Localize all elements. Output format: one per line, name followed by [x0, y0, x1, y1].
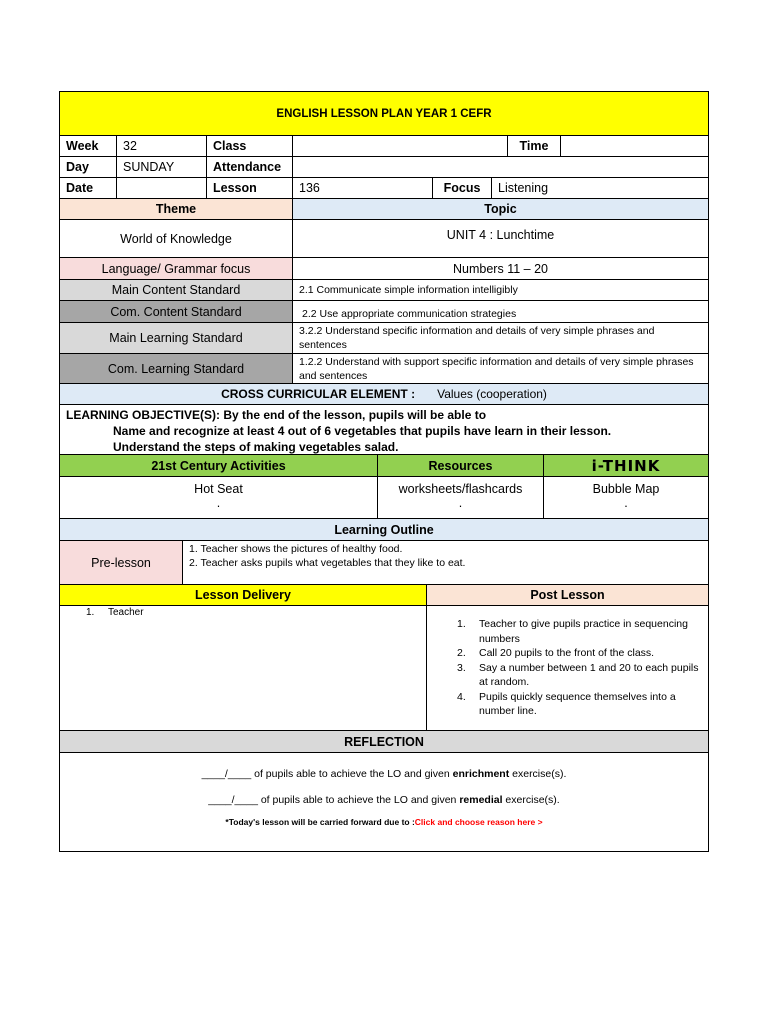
activities-value-row [60, 477, 708, 519]
pre-lesson-step-2[interactable]: 2. Teacher asks pupils what vegetables that they like to eat. [189, 557, 466, 569]
delivery-list [60, 606, 427, 730]
objectives-row [60, 405, 708, 455]
grammar-label: Language/ Grammar focus [60, 258, 293, 279]
page-title: ENGLISH LESSON PLAN YEAR 1 CEFR [276, 107, 492, 120]
delivery-item-1[interactable] [86, 606, 144, 621]
focus-label: Focus [433, 178, 492, 198]
main-learning-row [60, 323, 708, 354]
delivery-content-row [60, 606, 708, 731]
delivery-item-1-text: Teacher [108, 607, 144, 618]
theme-topic-header-row [60, 199, 708, 220]
remedial-word: remedial [459, 794, 503, 806]
reflection-remedial[interactable] [60, 794, 708, 806]
time-value[interactable] [561, 136, 708, 156]
reflection-enrichment[interactable] [60, 768, 708, 780]
main-learning-value[interactable]: 3.2.2 Understand specific information and details of very simple phrases and sentences [299, 325, 655, 351]
post-item-3[interactable] [457, 661, 700, 690]
topic-value[interactable]: UNIT 4 : Lunchtime [446, 228, 555, 242]
remedial-suffix: exercise(s). [502, 794, 560, 806]
pre-lesson-row [60, 541, 708, 585]
enrichment-suffix: exercise(s). [509, 768, 567, 780]
objective-2[interactable]: Understand the steps of making vegetables salad. [113, 440, 399, 454]
topic-label: Topic [293, 199, 708, 219]
post-list [427, 606, 708, 730]
post-item-1-num: 1. [457, 618, 466, 630]
pre-lesson-step-1[interactable]: 1. Teacher shows the pictures of healthy food. [189, 543, 403, 555]
theme-label: Theme [60, 199, 293, 219]
reflection-header-row [60, 731, 708, 753]
resources-label: Resources [378, 455, 544, 476]
objectives-heading: LEARNING OBJECTIVE(S): By the end of the lesson, pupils will be able to [66, 408, 487, 422]
com-learning-row [60, 354, 708, 384]
objective-1[interactable]: Name and recognize at least 4 out of 6 vegetables that pupils have learn in their lesson. [113, 424, 612, 438]
post-item-1[interactable] [457, 617, 700, 646]
outline-header-row [60, 519, 708, 541]
week-label: Week [60, 136, 117, 156]
com-content-value[interactable]: 2.2 Use appropriate communication strategies [302, 308, 517, 320]
class-value[interactable] [293, 136, 508, 156]
outline-label: Learning Outline [334, 522, 434, 537]
reflection-label: REFLECTION [344, 734, 424, 749]
post-item-2-num: 2. [457, 647, 466, 659]
day-label: Day [60, 157, 117, 177]
date-value[interactable] [117, 178, 207, 198]
week-value[interactable]: 32 [117, 136, 207, 156]
enrichment-prefix: ____/____ of pupils able to achieve the LO and given [201, 768, 453, 780]
lesson-value[interactable]: 136 [293, 178, 433, 198]
grammar-value[interactable]: Numbers 11 – 20 [453, 261, 548, 276]
post-item-3-num: 3. [457, 661, 466, 674]
attendance-label: Attendance [207, 157, 293, 177]
ithink-cell [544, 477, 708, 518]
post-item-4-num: 4. [457, 690, 466, 703]
focus-value[interactable]: Listening [498, 181, 549, 195]
lesson-label: Lesson [207, 178, 293, 198]
cross-curricular-row [60, 384, 708, 405]
resources-cell [378, 477, 544, 518]
pre-lesson-steps [183, 541, 708, 584]
objectives-block [66, 407, 706, 455]
post-item-3-text: Say a number between 1 and 20 to each pupils at random. [479, 661, 699, 688]
activities-header-row [60, 455, 708, 477]
century-value[interactable]: Hot Seat [194, 482, 243, 496]
com-learning-label: Com. Learning Standard [60, 354, 293, 383]
cross-curricular-label: CROSS CURRICULAR ELEMENT : [221, 387, 416, 401]
post-item-4[interactable] [457, 690, 700, 719]
resources-value[interactable]: worksheets/flashcards [398, 482, 523, 496]
ithink-value[interactable]: Bubble Map [592, 482, 660, 496]
post-item-4-text: Pupils quickly sequence themselves into a number line. [479, 690, 676, 717]
theme-topic-value-row [60, 220, 708, 258]
cross-curricular [60, 384, 708, 404]
century-cell [60, 477, 378, 518]
delivery-item-1-num: 1. [86, 607, 95, 618]
carried-forward-reason-dropdown[interactable]: Click and choose reason here > [414, 817, 543, 827]
delivery-label: Lesson Delivery [60, 585, 427, 605]
carried-forward [60, 817, 708, 827]
post-label: Post Lesson [427, 585, 708, 605]
attendance-value[interactable] [293, 157, 708, 177]
post-item-2-text: Call 20 pupils to the front of the class. [479, 647, 655, 659]
century-label: 21st Century Activities [60, 455, 378, 476]
remedial-prefix: ____/____ of pupils able to achieve the LO and given [208, 794, 460, 806]
com-learning-value[interactable]: 1.2.2 Understand with support specific information and details of very simple phrases and sentences [299, 355, 694, 382]
main-content-row [60, 280, 708, 301]
main-content-label: Main Content Standard [60, 280, 293, 300]
grammar-row [60, 258, 708, 280]
enrichment-word: enrichment [452, 768, 510, 780]
day-value[interactable]: SUNDAY [117, 157, 207, 177]
main-content-value[interactable]: 2.1 Communicate simple information intelligibly [299, 284, 518, 296]
class-label: Class [207, 136, 293, 156]
theme-value[interactable]: World of Knowledge [60, 220, 293, 257]
ithink-label: i-THINK [591, 456, 661, 475]
reflection-body [60, 753, 708, 851]
delivery-header-row [60, 585, 708, 606]
cross-curricular-value[interactable]: Values (cooperation) [437, 387, 547, 401]
date-row [60, 178, 708, 199]
carried-forward-text: *Today's lesson will be carried forward due to : [225, 817, 415, 827]
week-row [60, 136, 708, 157]
lesson-plan-table [59, 91, 709, 852]
pre-lesson-label: Pre-lesson [60, 541, 183, 584]
com-content-label: Com. Content Standard [60, 301, 293, 322]
time-label: Time [508, 136, 561, 156]
title-row [60, 92, 708, 136]
day-row [60, 157, 708, 178]
post-item-2[interactable] [457, 646, 654, 661]
post-item-1-text: Teacher to give pupils practice in sequencing numbers [479, 618, 688, 645]
main-learning-label: Main Learning Standard [60, 323, 293, 353]
ithink-logo [544, 455, 708, 476]
ithink-dot: . [624, 496, 628, 510]
date-label: Date [60, 178, 117, 198]
resources-dot: . [458, 496, 463, 510]
century-dot: . [216, 496, 221, 510]
com-content-row [60, 301, 708, 323]
